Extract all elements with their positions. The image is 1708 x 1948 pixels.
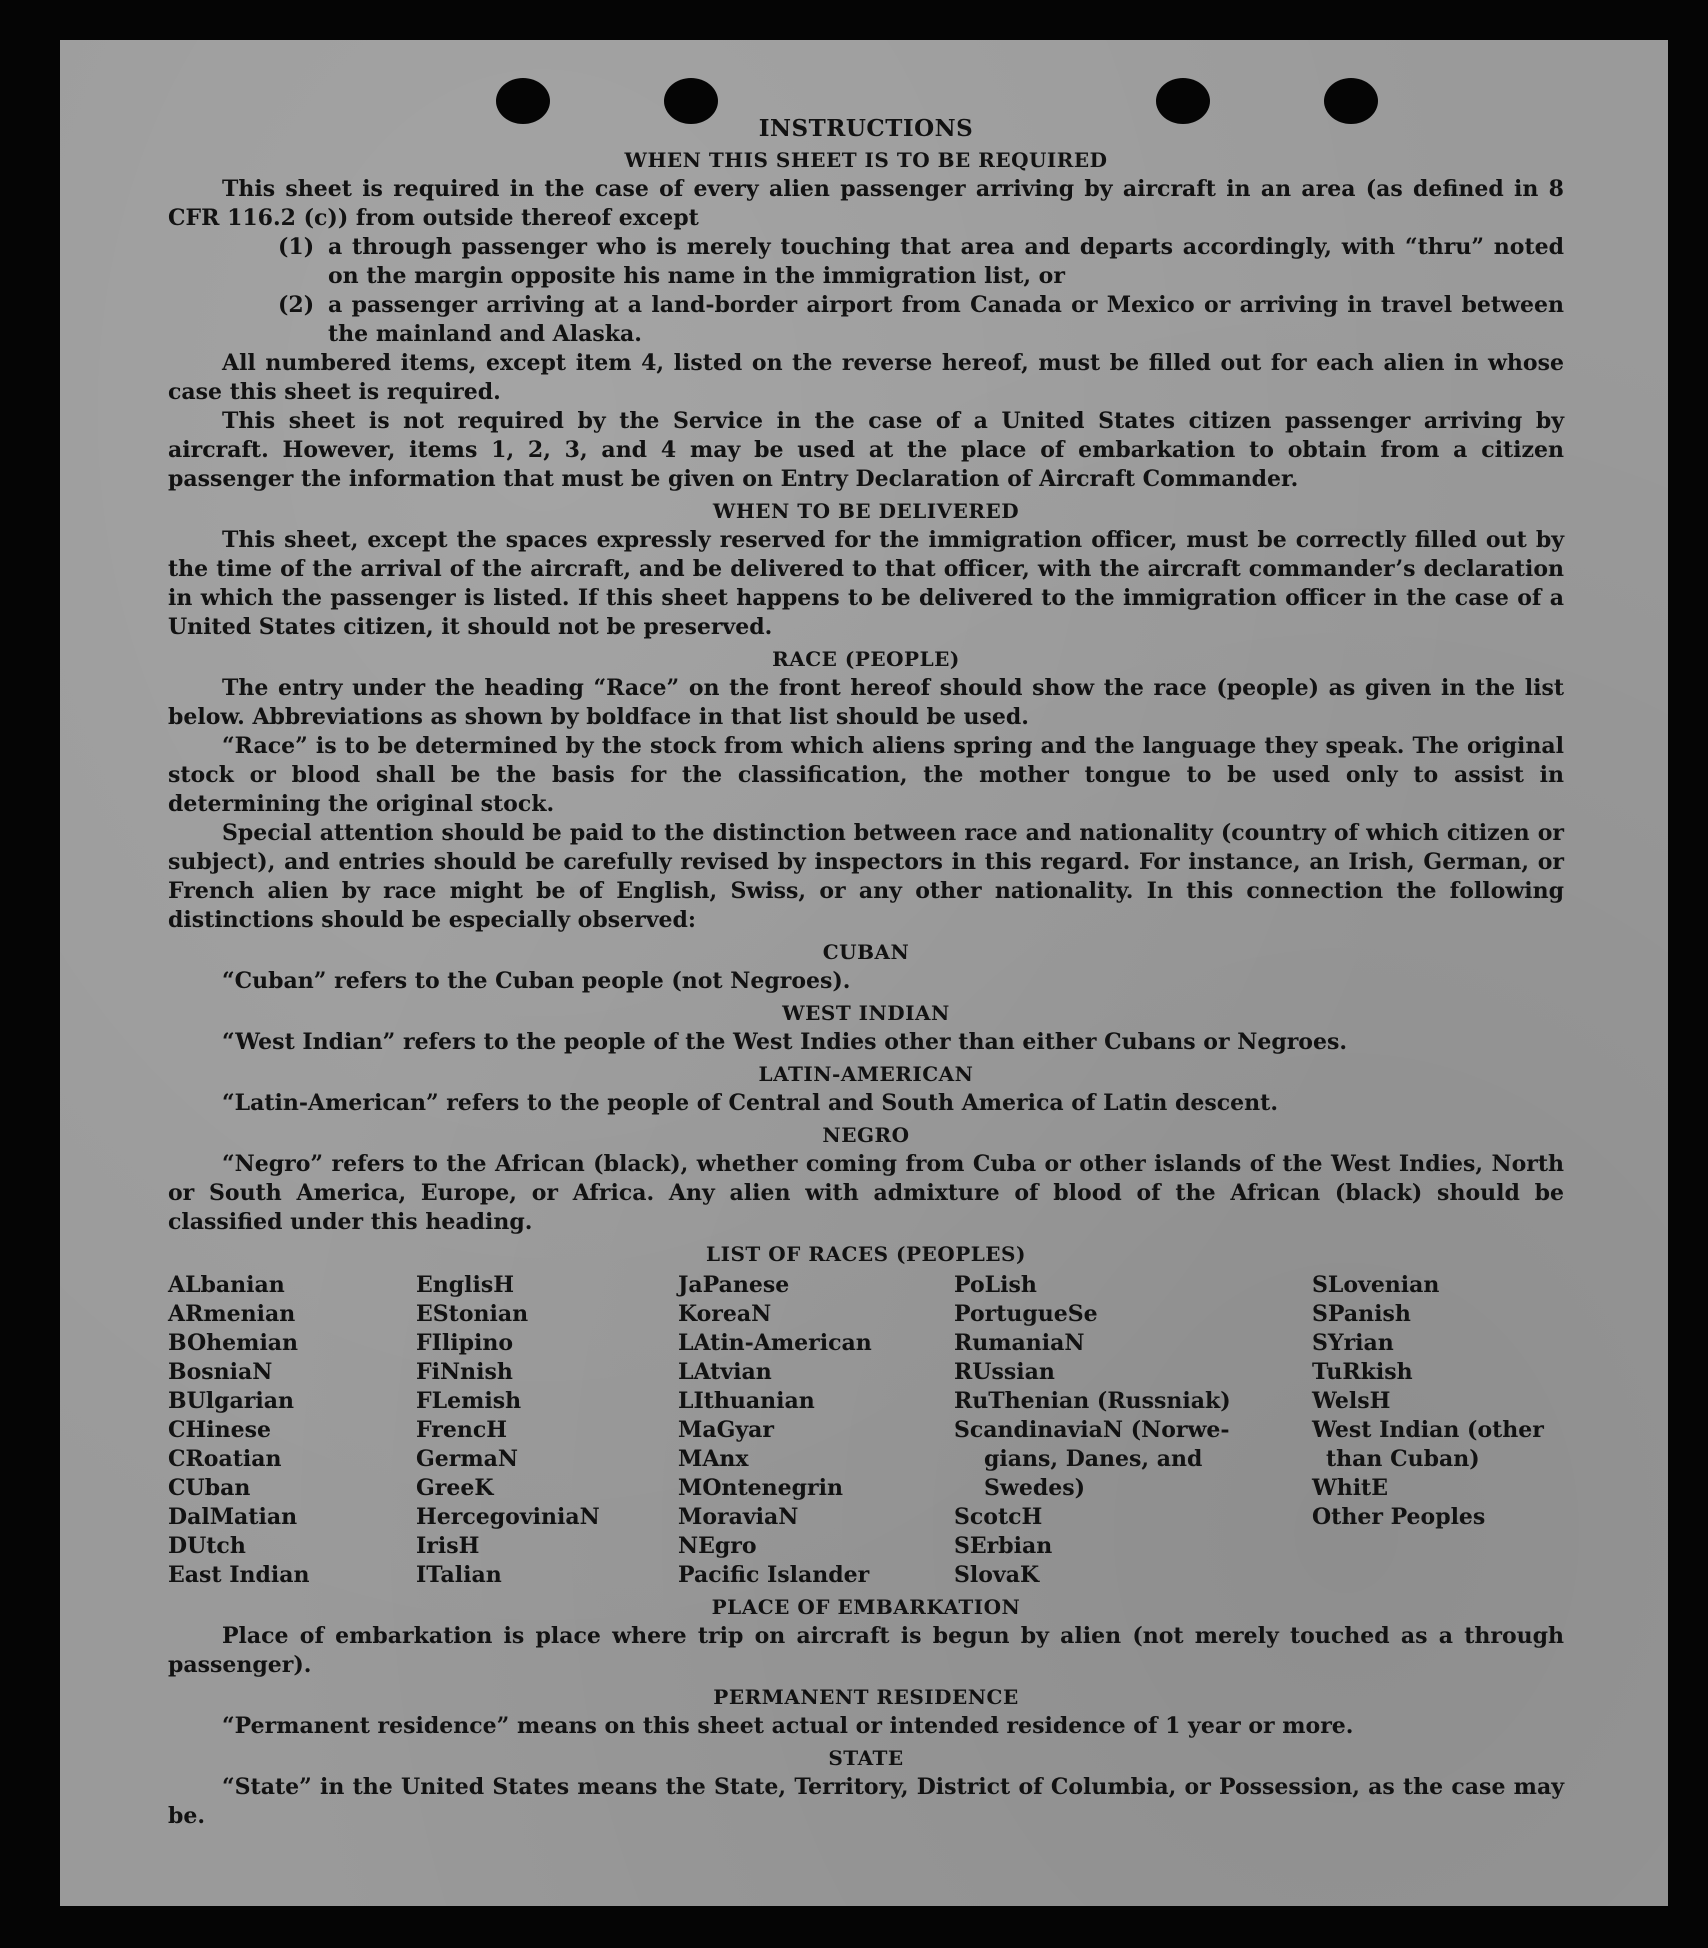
race-column [416,1271,678,1590]
race-column [678,1271,954,1590]
paragraph: “Negro” refers to the African (black), whether coming from Cuba or other islands of the West Indies, North or South America, Europe, or Africa. Any alien with admixture of blood of the African (black) should be classified under this heading. [168,1151,1564,1235]
paragraph: Place of embarkation is place where trip on aircraft is begun by alien (not merely touched as a through passenger). [168,1623,1564,1678]
race-entry: West Indian (other [1312,1417,1544,1443]
race-entry: WhitE [1312,1475,1388,1501]
race-entry: Other Peoples [1312,1504,1486,1530]
section-heading: WHEN TO BE DELIVERED [712,499,1020,523]
race-entry: DUtch [168,1533,246,1559]
section-heading: CUBAN [822,940,910,964]
race-entry: LAtin-American [678,1330,872,1356]
section-heading: PERMANENT RESIDENCE [713,1685,1019,1709]
paragraph: This sheet is not required by the Service in the case of a United States citizen passenger arriving by aircraft. However, items 1, 2, 3, and 4 may be used at the place of embarkation to obtain from a citizen passenger the information that must be given on Entry Declaration of Aircraft Commander. [168,408,1564,492]
race-entry: RuThenian (Russniak) [954,1388,1231,1414]
section-heading: PLACE OF EMBARKATION [711,1595,1021,1619]
paragraph: The entry under the heading “Race” on the front hereof should show the race (people) as given in the list below. Abbreviations as shown by boldface in that list should be used. [168,675,1564,730]
race-entry: Swedes) [984,1475,1085,1501]
race-entry: LAtvian [678,1359,772,1385]
race-entry: MoraviaN [678,1504,799,1530]
race-entry: EStonian [416,1301,529,1327]
paragraph: All numbered items, except item 4, listed on the reverse hereof, must be filled out for each alien in whose case this sheet is required. [168,350,1564,405]
race-entry: RUssian [954,1359,1055,1385]
race-entry: MaGyar [678,1417,775,1443]
paragraph: “State” in the United States means the State, Territory, District of Columbia, or Possession, as the case may be. [168,1774,1564,1829]
race-entry: gians, Danes, and [984,1446,1203,1472]
race-entry: SlovaK [954,1562,1040,1588]
item-number: (1) [278,234,315,260]
list-item [278,291,1564,349]
race-entry: Pacific Islander [678,1562,870,1588]
paragraph: “Cuban” refers to the Cuban people (not Negroes). [222,968,851,994]
race-entry: HercegoviniaN [416,1504,600,1530]
section-heading: LIST OF RACES (PEOPLES) [706,1242,1026,1266]
race-entry: ALbanian [168,1272,285,1298]
section-heading: RACE (PEOPLE) [772,647,960,671]
item-text: a through passenger who is merely touching that area and departs accordingly, with “thru” noted on the margin opposite his name in the immigration list, or [328,234,1564,289]
race-entry: PortugueSe [954,1301,1098,1327]
race-entry: MOntenegrin [678,1475,843,1501]
race-entry: PoLish [954,1272,1037,1298]
section-heading: WHEN THIS SHEET IS TO BE REQUIRED [624,148,1108,172]
race-entry: BOhemian [168,1330,299,1356]
paragraph: This sheet is required in the case of every alien passenger arriving by aircraft in an area (as defined in 8 CFR 116.2 (c)) from outside thereof except [168,176,1564,231]
race-entry: NEgro [678,1533,757,1559]
paragraph: “Latin-American” refers to the people of Central and South America of Latin descent. [222,1090,1278,1116]
race-entry: WelsH [1312,1388,1391,1414]
race-entry: KoreaN [678,1301,772,1327]
race-entry: GermaN [416,1446,519,1472]
list-item [278,233,1564,291]
race-entry: CHinese [168,1417,272,1443]
race-entry: CRoatian [168,1446,282,1472]
race-entry: RumaniaN [954,1330,1085,1356]
section-heading: NEGRO [822,1123,910,1147]
race-entry: SYrian [1312,1330,1394,1356]
paragraph: “Permanent residence” means on this sheet actual or intended residence of 1 year or more. [222,1713,1354,1739]
race-entry: CUban [168,1475,251,1501]
race-entry: ScotcH [954,1504,1043,1530]
paragraph: “West Indian” refers to the people of the West Indies other than either Cubans or Negroes. [222,1029,1348,1055]
race-entry: FLemish [416,1388,522,1414]
race-entry: JaPanese [678,1272,790,1298]
race-column [168,1271,416,1590]
race-entry: BUlgarian [168,1388,294,1414]
paragraph: This sheet, except the spaces expressly reserved for the immigration officer, must be correctly filled out by the time of the arrival of the aircraft, and be delivered to that officer, with the aircraft commander’s declaration in which the passenger is listed. If this sheet happens to be delivered to the immigration officer in the case of a United States citizen, it should not be preserved. [168,527,1564,640]
race-entry: than Cuban) [1326,1446,1480,1472]
race-column [954,1271,1312,1590]
race-entry: IrisH [416,1533,480,1559]
race-entry: GreeK [416,1475,494,1501]
item-number: (2) [278,292,315,318]
instructions-content [168,114,1564,1831]
race-entry: TuRkish [1312,1359,1413,1385]
race-entry: FrencH [416,1417,507,1443]
race-entry: SLovenian [1312,1272,1440,1298]
section-heading: WEST INDIAN [782,1001,950,1025]
race-entry: FiNnish [416,1359,513,1385]
race-entry: BosniaN [168,1359,273,1385]
race-list [168,1271,1564,1590]
paragraph: Special attention should be paid to the distinction between race and nationality (country of which citizen or subject), and entries should be carefully revised by inspectors in this regard. For instance, an Irish, German, or French alien by race might be of English, Swiss, or any other nationality. In this connection the following distinctions should be especially observed: [168,820,1564,933]
race-entry: LIthuanian [678,1388,815,1414]
section-heading: LATIN-AMERICAN [758,1062,974,1086]
section-heading: STATE [828,1746,904,1770]
page-title: INSTRUCTIONS [758,115,974,142]
race-entry: DalMatian [168,1504,298,1530]
item-text: a passenger arriving at a land-border airport from Canada or Mexico or arriving in travel between the mainland and Alaska. [328,292,1564,347]
race-entry: MAnx [678,1446,749,1472]
race-entry: ITalian [416,1562,502,1588]
document-sheet [60,40,1668,1906]
paragraph: “Race” is to be determined by the stock from which aliens spring and the language they speak. The original stock or blood shall be the basis for the classification, the mother tongue to be used only to assist in determining the original stock. [168,733,1564,817]
race-entry: East Indian [168,1562,310,1588]
race-entry: FIlipino [416,1330,514,1356]
race-entry: ScandinaviaN (Norwe- [954,1417,1230,1443]
race-column [1312,1271,1564,1590]
race-entry: ARmenian [168,1301,296,1327]
race-entry: EnglisH [416,1272,515,1298]
race-entry: SPanish [1312,1301,1411,1327]
race-entry: SErbian [954,1533,1053,1559]
